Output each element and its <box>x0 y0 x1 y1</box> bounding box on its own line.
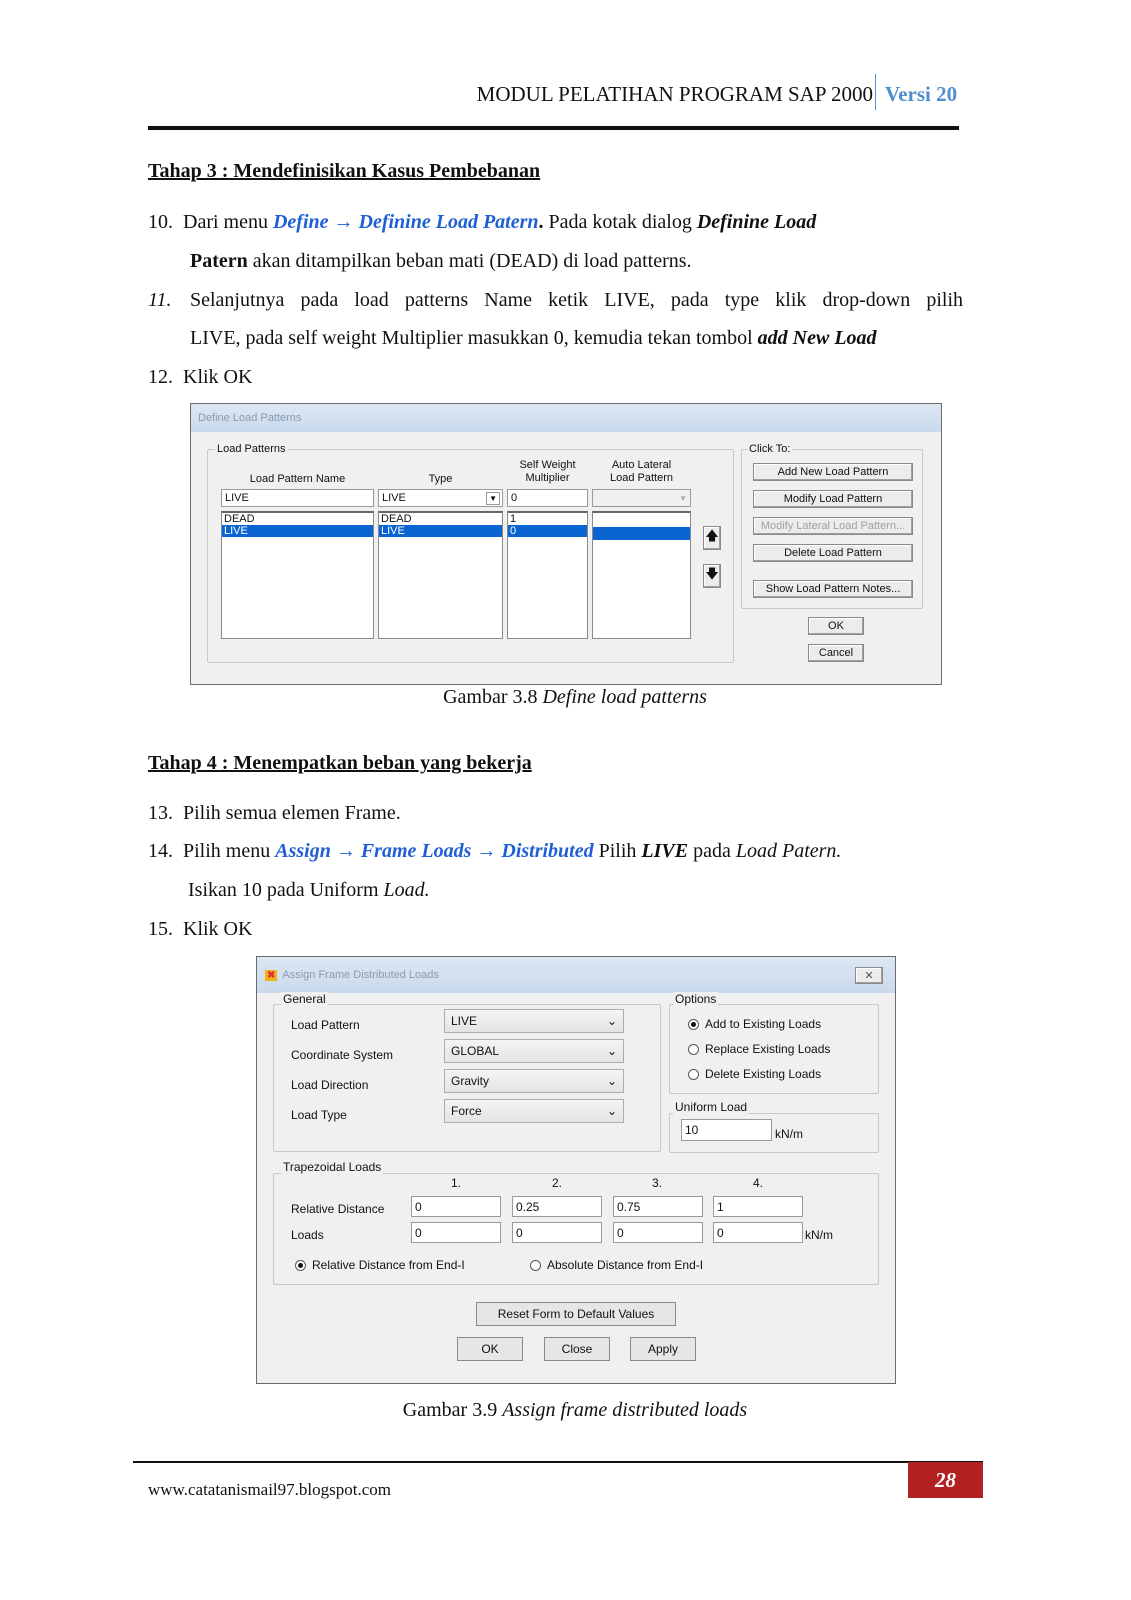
load-input-1[interactable]: 0 <box>411 1222 501 1243</box>
figure-caption: Gambar 3.9 Assign frame distributed loads <box>402 1399 748 1421</box>
field-label: Relative Distance <box>291 1202 385 1216</box>
list-item[interactable]: LIVE <box>222 525 373 537</box>
group-label: Click To: <box>749 443 791 455</box>
column-header-auto-lateral: Auto Lateral Load Pattern <box>610 459 673 484</box>
header-version: Versi 20 <box>885 82 958 106</box>
uniform-load-input[interactable]: 10 <box>681 1119 772 1141</box>
header-title: MODUL PELATIHAN PROGRAM SAP 2000 <box>476 82 873 106</box>
type-list[interactable] <box>378 511 503 639</box>
list-item-13: 13. Pilih semua elemen Frame. <box>148 802 401 824</box>
load-direction-dropdown[interactable]: Gravity ⌄ <box>444 1069 624 1093</box>
group-label: Uniform Load <box>675 1100 748 1114</box>
unit-label: kN/m <box>775 1127 803 1141</box>
radio-delete-existing[interactable]: Delete Existing Loads <box>688 1067 821 1081</box>
move-down-button[interactable] <box>703 564 721 588</box>
ok-button[interactable]: OK <box>457 1337 523 1361</box>
column-header: 4. <box>753 1176 764 1190</box>
list-item[interactable]: DEAD <box>381 513 412 525</box>
close-button[interactable]: Close <box>544 1337 610 1361</box>
self-weight-multiplier-input[interactable]: 0 <box>507 489 588 507</box>
move-up-button[interactable] <box>703 526 721 550</box>
list-item-12: 12. Klik OK <box>148 366 253 388</box>
group-label: Options <box>675 992 717 1006</box>
radio-replace-existing[interactable]: Replace Existing Loads <box>688 1042 830 1056</box>
name-list[interactable] <box>221 511 374 639</box>
load-pattern-dropdown[interactable]: LIVE ⌄ <box>444 1009 624 1033</box>
radio-add-existing[interactable]: Add to Existing Loads <box>688 1017 821 1031</box>
field-label: Load Direction <box>291 1078 369 1092</box>
list-item-11-cont: LIVE, pada self weight Multiplier masukkan 0, kemudia tekan tombol add New Load <box>190 327 877 349</box>
column-header-multiplier: Self Weight Multiplier <box>519 459 576 484</box>
chevron-down-icon: ⌄ <box>606 1104 617 1118</box>
group-label: Load Patterns <box>217 443 286 455</box>
list-item-10: 10. Dari menu Define → Definine Load Patern. Pada kotak dialog Definine Load <box>148 211 817 233</box>
auto-lateral-list[interactable] <box>592 511 691 639</box>
column-header: 3. <box>652 1176 663 1190</box>
assign-frame-distributed-loads-dialog <box>256 956 896 1384</box>
list-item-11: 11. Selanjutnya pada load patterns Name ketik LIVE, pada type klik drop-down pilih <box>148 289 963 311</box>
section-heading: Tahap 3 : Mendefinisikan Kasus Pembebanan <box>148 160 541 182</box>
load-input-4[interactable]: 0 <box>713 1222 803 1243</box>
chevron-down-icon: ▼ <box>486 492 500 505</box>
list-item[interactable] <box>593 513 690 527</box>
list-item[interactable] <box>593 527 690 540</box>
ok-button[interactable]: OK <box>808 617 864 635</box>
load-type-dropdown[interactable]: Force ⌄ <box>444 1099 624 1123</box>
dialog-title: Define Load Patterns <box>191 404 941 432</box>
list-item-14: 14. Pilih menu Assign → Frame Loads → Distributed Pilih LIVE pada Load Patern. <box>148 840 842 862</box>
relative-distance-input-2[interactable]: 0.25 <box>512 1196 602 1217</box>
list-item[interactable]: DEAD <box>224 513 255 525</box>
chevron-down-icon: ▼ <box>679 493 687 503</box>
relative-distance-input-3[interactable]: 0.75 <box>613 1196 703 1217</box>
group-label: Trapezoidal Loads <box>283 1160 382 1174</box>
group-label: General <box>283 992 326 1006</box>
field-label: Coordinate System <box>291 1048 394 1062</box>
load-pattern-name-input[interactable]: LIVE <box>221 489 374 507</box>
arrow-up-icon: 🡅 <box>705 528 719 543</box>
relative-distance-input-4[interactable]: 1 <box>713 1196 803 1217</box>
auto-lateral-dropdown <box>592 489 691 507</box>
define-load-patterns-dialog <box>190 403 942 685</box>
field-label: Load Type <box>291 1108 347 1122</box>
header-rule <box>148 126 959 130</box>
apply-button[interactable]: Apply <box>630 1337 696 1361</box>
dialog-title: Assign Frame Distributed Loads <box>282 969 439 981</box>
multiplier-list[interactable] <box>507 511 588 639</box>
show-load-pattern-notes-button[interactable]: Show Load Pattern Notes... <box>753 580 913 598</box>
modify-lateral-load-pattern-button: Modify Lateral Load Pattern... <box>753 517 913 535</box>
footer-rule <box>133 1461 983 1463</box>
sap-app-icon: ✖ <box>267 969 276 981</box>
modify-load-pattern-button[interactable]: Modify Load Pattern <box>753 490 913 508</box>
column-header-name: Load Pattern Name <box>249 473 346 485</box>
load-input-3[interactable]: 0 <box>613 1222 703 1243</box>
field-label: Load Pattern <box>291 1018 360 1032</box>
page-number: 28 <box>908 1462 983 1498</box>
figure-caption: Gambar 3.8 Define load patterns <box>443 686 707 708</box>
column-header: 1. <box>451 1176 462 1190</box>
chevron-down-icon: ⌄ <box>606 1074 617 1088</box>
reset-form-button[interactable]: Reset Form to Default Values <box>476 1302 676 1326</box>
type-dropdown[interactable] <box>378 489 503 507</box>
list-item[interactable]: 1 <box>510 513 517 525</box>
chevron-down-icon: ⌄ <box>606 1044 617 1058</box>
list-item-15: 15. Klik OK <box>148 918 253 940</box>
radio-absolute-distance[interactable]: Absolute Distance from End-I <box>530 1258 703 1272</box>
column-header-type: Type <box>428 473 453 485</box>
type-value: LIVE <box>382 492 406 504</box>
close-icon[interactable]: ✕ <box>855 967 883 984</box>
header-divider <box>875 74 876 110</box>
coordinate-system-dropdown[interactable]: GLOBAL ⌄ <box>444 1039 624 1063</box>
relative-distance-input-1[interactable]: 0 <box>411 1196 501 1217</box>
list-item[interactable]: 0 <box>508 525 587 537</box>
list-item[interactable]: LIVE <box>379 525 502 537</box>
add-new-load-pattern-button[interactable]: Add New Load Pattern <box>753 463 913 481</box>
dialog-titlebar <box>257 957 895 993</box>
list-item-14-cont: Isikan 10 pada Uniform Load. <box>188 879 430 901</box>
chevron-down-icon: ⌄ <box>606 1014 617 1028</box>
load-input-2[interactable]: 0 <box>512 1222 602 1243</box>
list-item-10-cont: Patern akan ditampilkan beban mati (DEAD) di load patterns. <box>190 250 692 272</box>
delete-load-pattern-button[interactable]: Delete Load Pattern <box>753 544 913 562</box>
section-heading: Tahap 4 : Menempatkan beban yang bekerja <box>148 752 532 774</box>
footer-url[interactable]: www.catatanismail97.blogspot.com <box>148 1480 391 1499</box>
arrow-down-icon: 🡇 <box>705 566 719 581</box>
column-header: 2. <box>552 1176 563 1190</box>
unit-label: kN/m <box>805 1228 833 1242</box>
radio-relative-distance[interactable]: Relative Distance from End-I <box>295 1258 465 1272</box>
cancel-button[interactable]: Cancel <box>808 644 864 662</box>
field-label: Loads <box>291 1228 324 1242</box>
